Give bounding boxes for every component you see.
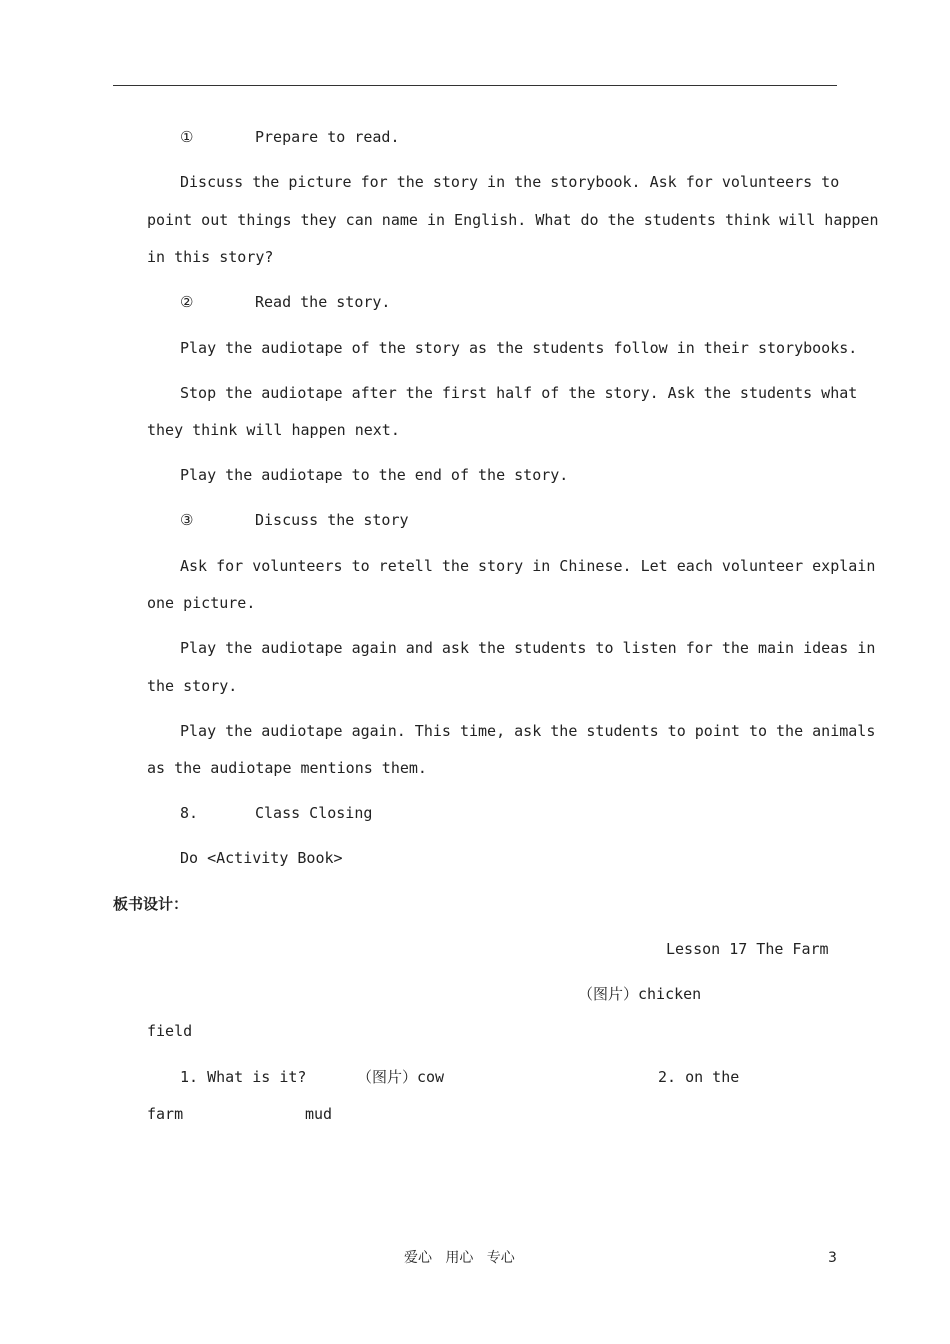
paragraph-line: Play the audiotape again. This time, ask the students to point to the animals [180,722,876,740]
paragraph-line: as the audiotape mentions them. [147,759,427,777]
paragraph-line: one picture. [147,594,256,612]
paragraph-line: in this story? [147,248,274,266]
step-3-title: Discuss the story [255,511,409,529]
board-question: 1. What is it? [180,1068,307,1086]
paragraph-line: they think will happen next. [147,421,400,439]
step-1-marker: ① [180,128,194,146]
step-2-title: Read the story. [255,293,391,311]
paragraph-line: Play the audiotape of the story as the students follow in their storybooks. [180,339,858,357]
paragraph-line: the story. [147,677,238,695]
paragraph-line: Ask for volunteers to retell the story in Chinese. Let each volunteer explain [180,557,876,575]
step-3-marker: ③ [180,511,194,529]
board-heading: 板书设计： [113,895,189,913]
board-cow: （图片）cow [357,1068,445,1086]
board-farm: farm [147,1105,184,1123]
board-field: field [147,1022,193,1040]
paragraph-line: Do <Activity Book> [180,849,343,867]
step-8-marker: 8. [180,804,199,822]
step-2-marker: ② [180,293,194,311]
paragraph-line: Play the audiotape to the end of the story. [180,466,569,484]
lesson-title: Lesson 17 The Farm [666,940,829,958]
step-1-title: Prepare to read. [255,128,400,146]
board-on-the: 2. on the [658,1068,740,1086]
paragraph-line: Stop the audiotape after the first half of the story. Ask the students what [180,384,858,402]
paragraph-line: point out things they can name in English. What do the students think will happen [147,211,879,229]
footer-slogan: 爱心 用心 专心 [404,1250,515,1266]
board-chicken: （图片）chicken [578,985,702,1003]
paragraph-line: Discuss the picture for the story in the storybook. Ask for volunteers to [180,173,840,191]
header-rule [113,85,837,86]
page-number: 3 [828,1250,837,1266]
board-mud: mud [305,1105,333,1123]
paragraph-line: Play the audiotape again and ask the students to listen for the main ideas in [180,639,876,657]
step-8-title: Class Closing [255,804,373,822]
